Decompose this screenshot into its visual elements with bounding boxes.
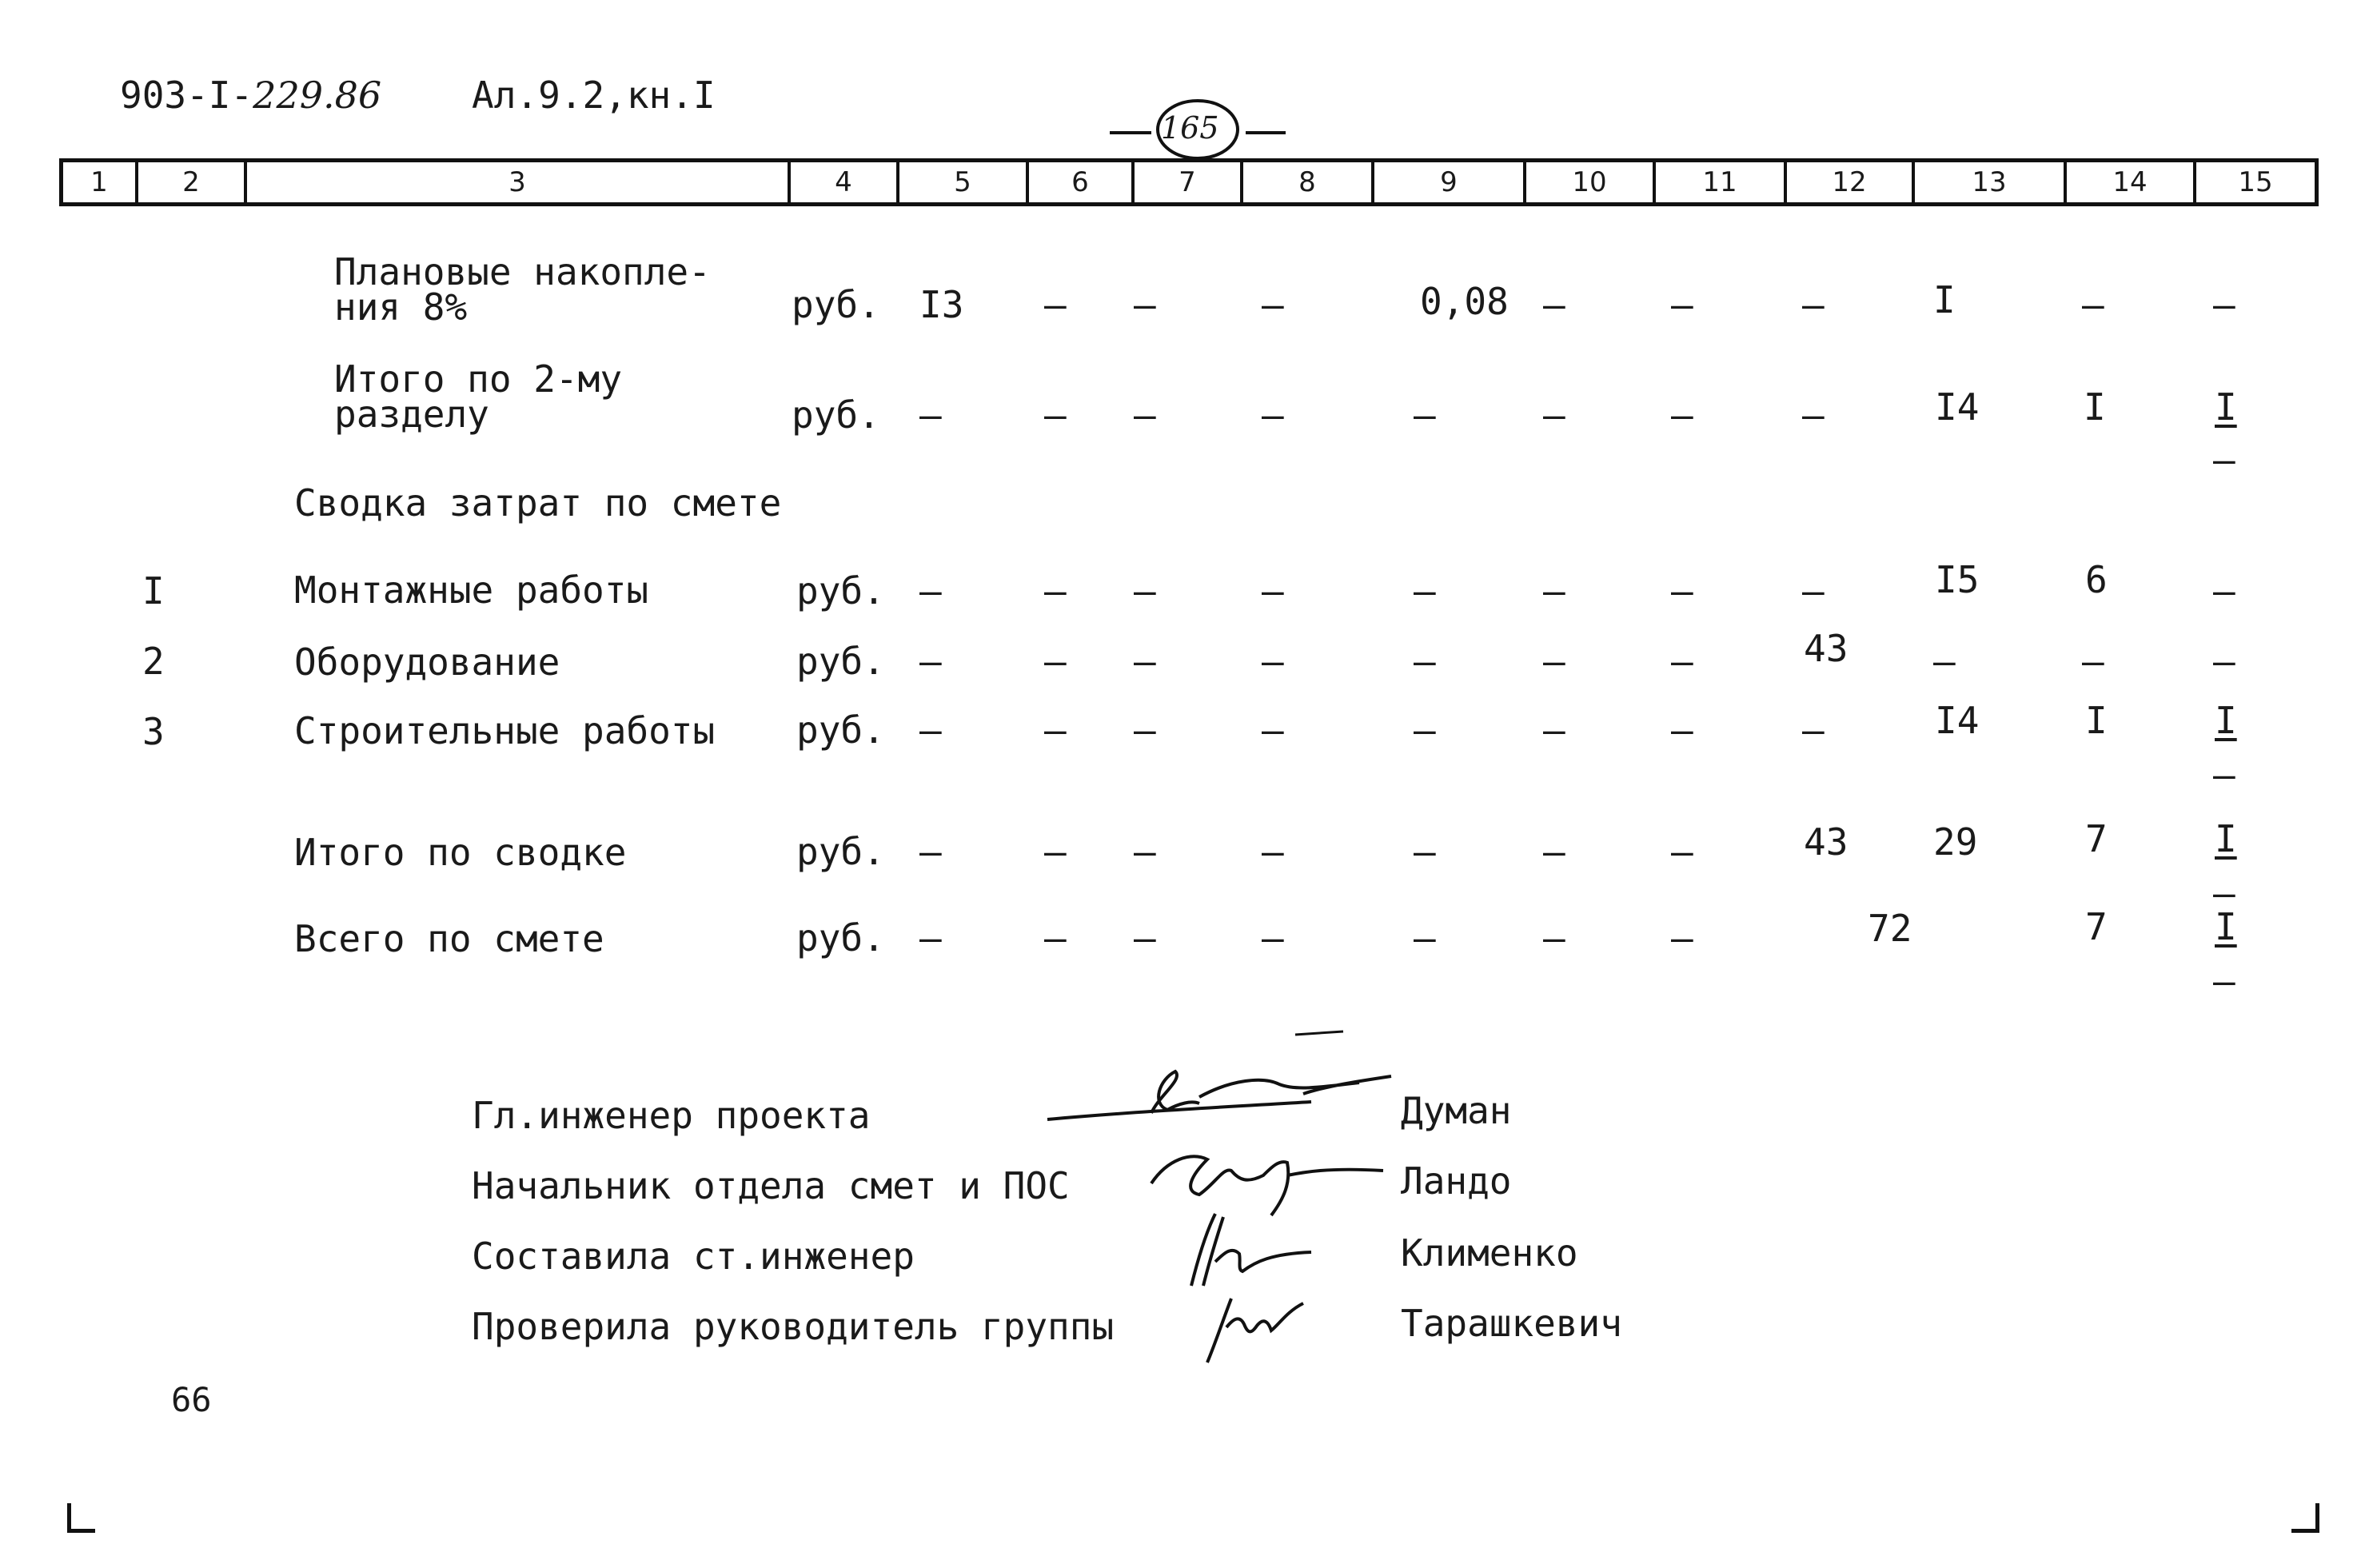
cell-col7: –	[1134, 916, 1156, 960]
cell-col7: –	[1134, 830, 1156, 873]
row-label: Строительные работы	[294, 709, 716, 752]
cell-col15: I	[2215, 385, 2237, 429]
column-header-11: 11	[1653, 162, 1784, 202]
row-label: Итого по сводке	[294, 831, 627, 874]
signature-scribble-4	[1191, 1279, 1319, 1367]
cell-col6: –	[1044, 708, 1067, 752]
row-unit: руб.	[796, 708, 885, 752]
footer-page-number: 66	[171, 1380, 212, 1419]
cell-col14: I	[2085, 699, 2108, 742]
cell-col5: –	[919, 916, 942, 960]
corner-mark-bottom-right	[2291, 1503, 2319, 1533]
cell-col15: I	[2215, 905, 2237, 948]
column-header-3: 3	[244, 162, 788, 202]
column-header-row	[59, 158, 2319, 206]
cell-col7: –	[1134, 393, 1156, 437]
row-number: 2	[142, 640, 165, 683]
cell-col6: –	[1044, 393, 1067, 437]
cell-col7: –	[1134, 708, 1156, 752]
document-code	[120, 74, 381, 117]
cell-col8: –	[1262, 640, 1284, 683]
cell-col8: –	[1262, 393, 1284, 437]
cell-col11: –	[1671, 916, 1693, 960]
cell-col12: –	[1802, 393, 1825, 437]
cell-col14: I	[2084, 385, 2106, 429]
row-label: Оборудование	[294, 640, 560, 684]
cell-col8: –	[1262, 916, 1284, 960]
cell-col6: –	[1044, 640, 1067, 683]
signature-role: Гл.инженер проекта	[472, 1094, 871, 1137]
cell-col15: I	[2215, 699, 2237, 742]
column-header-9: 9	[1371, 162, 1523, 202]
cell-col9: –	[1414, 640, 1436, 683]
cell-col11: –	[1671, 283, 1693, 326]
signature-name: Ландо	[1401, 1159, 1512, 1203]
corner-mark-bottom-left	[67, 1503, 95, 1533]
section-heading: Сводка затрат по смете	[294, 481, 782, 525]
signature-role: Составила ст.инженер	[472, 1235, 915, 1278]
row-unit: руб.	[796, 916, 885, 960]
cell-col15-sub: –	[2213, 872, 2235, 915]
column-header-6: 6	[1026, 162, 1131, 202]
cell-col13: I4	[1935, 699, 1980, 742]
cell-col15: I	[2215, 817, 2237, 860]
cell-col14: –	[2082, 640, 2104, 683]
cell-col11: –	[1671, 569, 1693, 612]
column-header-1: 1	[90, 166, 108, 198]
cell-col5: I3	[919, 283, 964, 326]
cell-col8: –	[1262, 569, 1284, 612]
cell-col11: –	[1671, 830, 1693, 873]
cell-col15: –	[2213, 283, 2235, 326]
row-number: I	[142, 569, 165, 612]
column-header-10: 10	[1523, 162, 1653, 202]
signature-name: Думан	[1401, 1089, 1512, 1132]
cell-col14: 7	[2085, 905, 2108, 948]
page-number: 165	[1161, 110, 1219, 146]
cell-col13: 29	[1933, 820, 1978, 864]
signature-name: Тарашкевич	[1401, 1302, 1622, 1345]
cell-col11: –	[1671, 708, 1693, 752]
cell-col8: –	[1262, 283, 1284, 326]
cell-col10: –	[1543, 830, 1565, 873]
row-label: Итого по 2-му разделу	[334, 357, 623, 436]
column-header-7: 7	[1131, 162, 1240, 202]
cell-col12-13: 72	[1868, 907, 1912, 950]
cell-col10: –	[1543, 393, 1565, 437]
cell-col5: –	[919, 393, 942, 437]
cell-col13: –	[1933, 640, 1956, 683]
document-code-handwritten: 229.86	[253, 74, 382, 117]
cell-col15-sub: –	[2213, 753, 2235, 796]
cell-col10: –	[1543, 708, 1565, 752]
cell-col13: I	[1933, 278, 1956, 321]
cell-col6: –	[1044, 283, 1067, 326]
row-unit: руб.	[796, 830, 885, 873]
cell-col9: 0,08	[1420, 280, 1509, 323]
cell-col10: –	[1543, 569, 1565, 612]
cell-col13: I4	[1935, 385, 1980, 429]
cell-col9: –	[1414, 569, 1436, 612]
column-header-14: 14	[2064, 162, 2193, 202]
album-reference: Ал.9.2,кн.I	[472, 74, 716, 117]
cell-col15: –	[2213, 640, 2235, 683]
cell-col14: 7	[2085, 817, 2108, 860]
column-header-12: 12	[1784, 162, 1912, 202]
cell-col10: –	[1543, 283, 1565, 326]
column-header-2: 2	[135, 162, 244, 202]
row-unit: руб.	[796, 640, 885, 683]
cell-col15-sub: –	[2213, 960, 2235, 1003]
signature-role: Начальник отдела смет и ПОС	[472, 1164, 1070, 1207]
cell-col5: –	[919, 640, 942, 683]
row-number: 3	[142, 710, 165, 753]
cell-col6: –	[1044, 569, 1067, 612]
row-label: Монтажные работы	[294, 569, 649, 612]
row-label: Плановые накопле- ния 8%	[334, 250, 711, 329]
cell-col5: –	[919, 708, 942, 752]
cell-col13: I5	[1935, 558, 1980, 601]
cell-col9: –	[1414, 830, 1436, 873]
column-header-15: 15	[2193, 162, 2315, 202]
cell-col12: –	[1802, 708, 1825, 752]
cell-col15-sub: –	[2213, 438, 2235, 481]
cell-col11: –	[1671, 640, 1693, 683]
cell-col8: –	[1262, 708, 1284, 752]
cell-col5: –	[919, 569, 942, 612]
cell-col8: –	[1262, 830, 1284, 873]
cell-col12: 43	[1804, 627, 1849, 670]
column-header-5: 5	[896, 162, 1026, 202]
cell-col10: –	[1543, 640, 1565, 683]
document-code-printed: 903-I-	[120, 74, 253, 117]
cell-col7: –	[1134, 640, 1156, 683]
cell-col12: –	[1802, 283, 1825, 326]
signature-role: Проверила руководитель группы	[472, 1305, 1115, 1348]
column-header-4: 4	[788, 162, 896, 202]
row-label: Всего по смете	[294, 917, 604, 960]
cell-col10: –	[1543, 916, 1565, 960]
signature-scribble-1	[1039, 1023, 1455, 1135]
cell-col12: 43	[1804, 820, 1849, 864]
signature-name: Клименко	[1401, 1231, 1578, 1275]
row-unit: руб.	[792, 283, 880, 326]
cell-col6: –	[1044, 830, 1067, 873]
cell-col9: –	[1414, 393, 1436, 437]
cell-col14: –	[2082, 283, 2104, 326]
cell-col9: –	[1414, 708, 1436, 752]
cell-col14: 6	[2085, 558, 2108, 601]
column-header-13: 13	[1912, 162, 2064, 202]
cell-col6: –	[1044, 916, 1067, 960]
row-unit: руб.	[796, 569, 885, 612]
cell-col7: –	[1134, 283, 1156, 326]
column-header-8: 8	[1240, 162, 1371, 202]
cell-col12: –	[1802, 569, 1825, 612]
cell-col15: –	[2213, 569, 2235, 612]
cell-col11: –	[1671, 393, 1693, 437]
row-unit: руб.	[792, 393, 880, 437]
cell-col9: –	[1414, 916, 1436, 960]
cell-col7: –	[1134, 569, 1156, 612]
cell-col5: –	[919, 830, 942, 873]
